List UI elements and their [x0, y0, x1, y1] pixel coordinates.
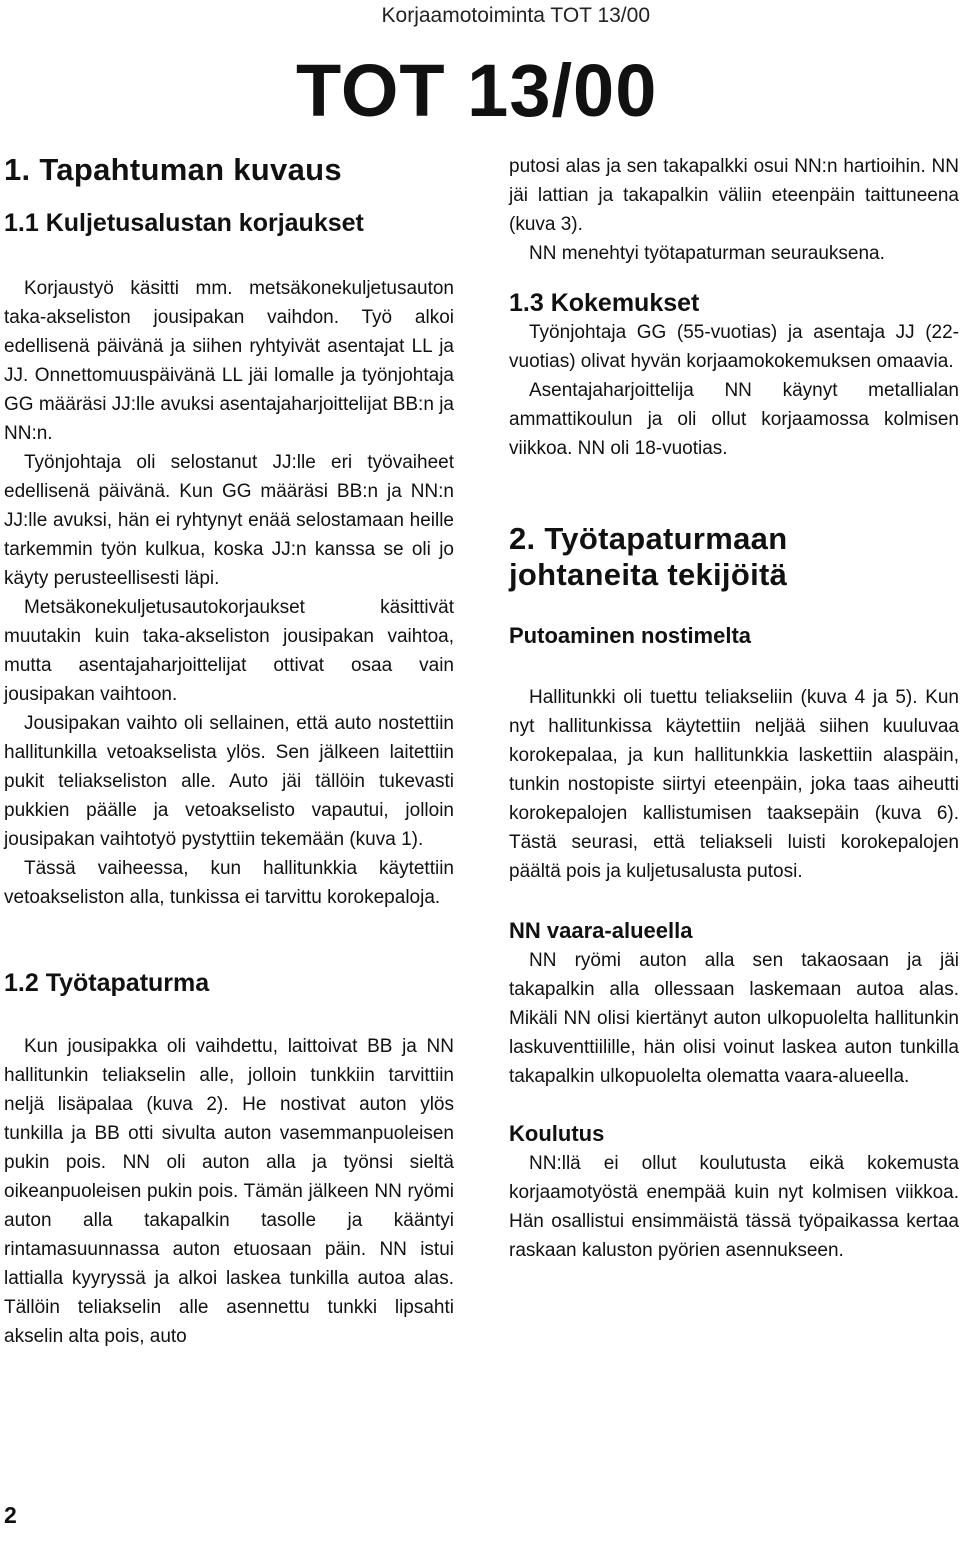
paragraph: Jousipakan vaihto oli sellainen, että auto nostettiin hallitunkilla vetoakselista ylös. Sen jälkeen laitettiin pukit teliakseliston alle. Auto jäi tällöin tukevasti pukkien päälle ja vetoakselisto vapautui, jolloin jousipakan vaihtotyö pystyttiin tekemään (kuva 1). — [4, 713, 454, 850]
paragraph: Asentajaharjoittelija NN käynyt metallialan ammattikoulun ja oli ollut korjaamossa kolmisen viikkoa. NN oli 18-vuotias. — [509, 380, 959, 459]
paragraph: Tässä vaiheessa, kun hallitunkkia käytettiin vetoakseliston alla, tunkissa ei tarvittu korokepaloja. — [4, 858, 454, 908]
subheading-vaara-alue: NN vaara-alueella — [509, 918, 693, 943]
subheading-koulutus: Koulutus — [509, 1121, 605, 1146]
paragraph: Metsäkonekuljetusautokorjaukset käsittivät muutakin kuin taka-akseliston jousipakan vaihtoa, mutta asentajaharjoittelijat ottivat osaa vain jousipakan vaihtoon. — [4, 597, 454, 705]
paragraph: NN ryömi auton alla sen takaosaan ja jäi takapalkin alla ollessaan laskemaan autoa alas. Mikäli NN olisi kiertänyt auton ulkopuolelta hallitunkin laskuventtiilille, hän olisi voinut laskea auton tunkilla takapalkin ulkopuolelta olematta vaara-alueella. — [509, 950, 959, 1087]
subsection-heading-1-3: 1.3 Kokemukset — [509, 289, 700, 317]
subsection-heading-1-2: 1.2 Työtapaturma — [4, 969, 210, 997]
section-heading-2: 2. Työtapaturmaan johtaneita tekijöitä — [509, 521, 788, 592]
right-column — [509, 152, 959, 1265]
paragraph: Työnjohtaja GG (55-vuotias) ja asentaja JJ (22-vuotias) olivat hyvän korjaamokokemuksen omaavia. — [509, 322, 959, 372]
left-column — [4, 152, 454, 1351]
running-header: Korjaamotoiminta TOT 13/00 — [381, 4, 650, 27]
subsection-heading-1-1: 1.1 Kuljetusalustan korjaukset — [4, 209, 364, 237]
section-heading-1: 1. Tapahtuman kuvaus — [4, 152, 342, 187]
paragraph: Työnjohtaja oli selostanut JJ:lle eri työvaiheet edellisenä päivänä. Kun GG määräsi BB:n ja NN:n JJ:lle avuksi, hän ei ryhtynyt enää selostamaan heille tarkemmin työn kulkua, koska JJ:n kanssa se oli jo käyty perusteellisesti läpi. — [4, 452, 454, 589]
paragraph: Korjaustyö käsitti mm. metsäkonekuljetusauton taka-akseliston jousipakan vaihdon. Työ alkoi edellisenä päivänä ja siihen ryhtyivät asentajat LL ja JJ. Onnettomuuspäivänä LL jäi lomalle ja työnjohtaja GG määräsi JJ:lle avuksi asentajaharjoittelijat BB:n ja NN:n. — [4, 278, 454, 444]
paragraph: Hallitunkki oli tuettu teliakseliin (kuva 4 ja 5). Kun nyt hallitunkissa käytettiin neljää siihen kuuluvaa korokepalaa, ja kun hallitunkkia laskettiin alaspäin, tunkin nostopiste siirtyi eteenpäin, joka taas aiheutti korokepalojen kallistumisen taaksepäin (kuva 6). Tästä seurasi, että teliakseli luisti korokepalojen päältä pois ja kuljetusalusta putosi. — [509, 687, 959, 882]
document-title: TOT 13/00 — [296, 49, 658, 132]
paragraph: NN:llä ei ollut koulutusta eikä kokemusta korjaamotyöstä enempää kuin nyt kolmisen viikkoa. Hän osallistui ensimmäistä tässä työpaikassa kertaa raskaan kaluston pyörien asennukseen. — [509, 1153, 959, 1261]
subheading-putoaminen: Putoaminen nostimelta — [509, 623, 752, 648]
paragraph: Kun jousipakka oli vaihdettu, laittoivat BB ja NN hallitunkin teliakselin alle, jolloin tunkkiin tarvittiin neljä lisäpalaa (kuva 2). He nostivat auton ylös tunkilla ja BB otti sivulta auton vasemmanpuoleisen pukin pois. NN oli auton alla ja työnsi sieltä oikeanpuoleisen pukin pois. Tämän jälkeen NN ryömi auton alla takapalkin tasolle ja kääntyi rintamasuunnassa auton etuosaan päin. NN istui lattialla kyyryssä ja alkoi laskea tunkilla autoa alas. Tällöin teliakselin alle asennettu tunkki lipsahti akselin alta pois, auto — [4, 1036, 454, 1347]
paragraph: putosi alas ja sen takapalkki osui NN:n hartioihin. NN jäi lattian ja takapalkin väliin eteenpäin taittuneena (kuva 3). — [509, 156, 959, 235]
paragraph: NN menehtyi työtapaturman seurauksena. — [529, 243, 885, 264]
page-number: 2 — [4, 1502, 17, 1528]
